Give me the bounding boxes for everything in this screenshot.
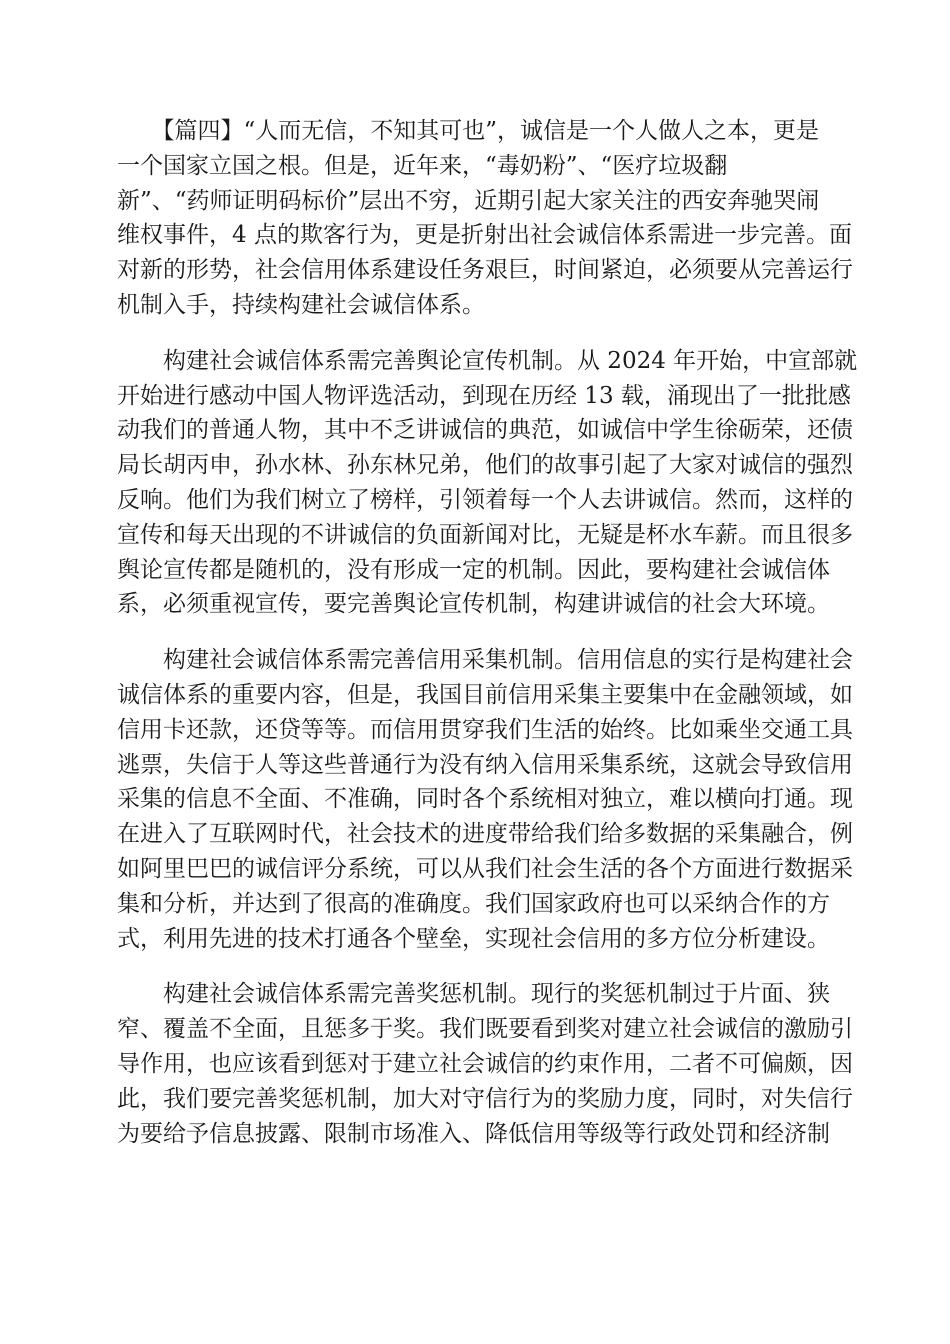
text-line: 诚信体系的重要内容，但是，我国目前信用采集主要集中在金融领域，如 <box>117 681 853 708</box>
text-line: 为要给予信息披露、限制市场准入、降低信用等级等行政处罚和经济制 <box>117 1120 830 1147</box>
text-line: 式，利用先进的技术打通各个壁垒，实现社会信用的多方位分析建设。 <box>117 925 830 952</box>
paragraph-reward-punishment <box>117 977 853 1151</box>
text-line: 一个国家立国之根。但是，近年来，“毒奶粉”、“医疗垃圾翻 <box>117 152 728 179</box>
text-line: 宣传和每天出现的不讲诚信的负面新闻对比，无疑是杯水车薪。而且很多 <box>117 521 853 548</box>
text-line: 在进入了互联网时代，社会技术的进度带给我们给多数据的采集融合，例 <box>117 821 853 848</box>
text-line: 对新的形势，社会信用体系建设任务艰巨，时间紧迫，必须要从完善运行 <box>117 257 853 284</box>
text-line: 构建社会诚信体系需完善信用采集机制。信用信息的实行是构建社会 <box>117 647 853 674</box>
paragraph-publicity <box>117 344 858 622</box>
text-line: 【篇四】“人而无信，不知其可也”，诚信是一个人做人之本，更是 <box>117 118 820 144</box>
text-line: 动我们的普通人物，其中不乏讲诚信的典范，如诚信中学生徐砺荣，还债 <box>117 417 853 444</box>
paragraph-intro <box>117 114 853 323</box>
text-line: 导作用，也应该看到惩对于建立社会诚信的约束作用，二者不可偏颇，因 <box>117 1050 853 1077</box>
text-line: 窄、覆盖不全面，且惩多于奖。我们既要看到奖对建立社会诚信的激励引 <box>117 1016 853 1043</box>
text-line: 反响。他们为我们树立了榜样，引领着每一个人去讲诚信。然而，这样的 <box>117 486 853 513</box>
text-line: 构建社会诚信体系需完善舆论宣传机制。从 2024 年开始，中宣部就 <box>117 347 858 374</box>
text-line: 此，我们要完善奖惩机制，加大对守信行为的奖励力度，同时，对失信行 <box>117 1085 853 1112</box>
text-line: 舆论宣传都是随机的，没有形成一定的机制。因此，要构建社会诚信体 <box>117 556 830 583</box>
text-line: 如阿里巴巴的诚信评分系统，可以从我们社会生活的各个方面进行数据采 <box>117 855 853 882</box>
text-line: 机制入手，持续构建社会诚信体系。 <box>117 291 485 318</box>
text-line: 集和分析，并达到了很高的准确度。我们国家政府也可以采纳合作的方 <box>117 890 830 917</box>
text-line: 局长胡丙申，孙水林、孙东林兄弟，他们的故事引起了大家对诚信的强烈 <box>117 452 853 479</box>
text-line: 新”、“药师证明码标价”层出不穷，近期引起大家关注的西安奔驰哭闹 <box>117 187 820 214</box>
document-body <box>117 114 858 1151</box>
text-line: 采集的信息不全面、不准确，同时各个系统相对独立，难以横向打通。现 <box>117 786 853 813</box>
text-line: 开始进行感动中国人物评选活动，到现在历经 13 载，涌现出了一批批感 <box>117 382 851 409</box>
text-line: 信用卡还款，还贷等等。而信用贯穿我们生活的始终。比如乘坐交通工具 <box>117 716 853 743</box>
text-line: 逃票，失信于人等这些普通行为没有纳入信用采集系统，这就会导致信用 <box>117 751 853 778</box>
text-line: 维权事件，4 点的欺客行为，更是折射出社会诚信体系需进一步完善。面 <box>117 222 852 249</box>
paragraph-credit-collection <box>117 643 853 956</box>
text-line: 系，必须重视宣传，要完善舆论宣传机制，构建讲诚信的社会大环境。 <box>117 591 830 618</box>
text-line: 构建社会诚信体系需完善奖惩机制。现行的奖惩机制过于片面、狭 <box>117 981 830 1008</box>
